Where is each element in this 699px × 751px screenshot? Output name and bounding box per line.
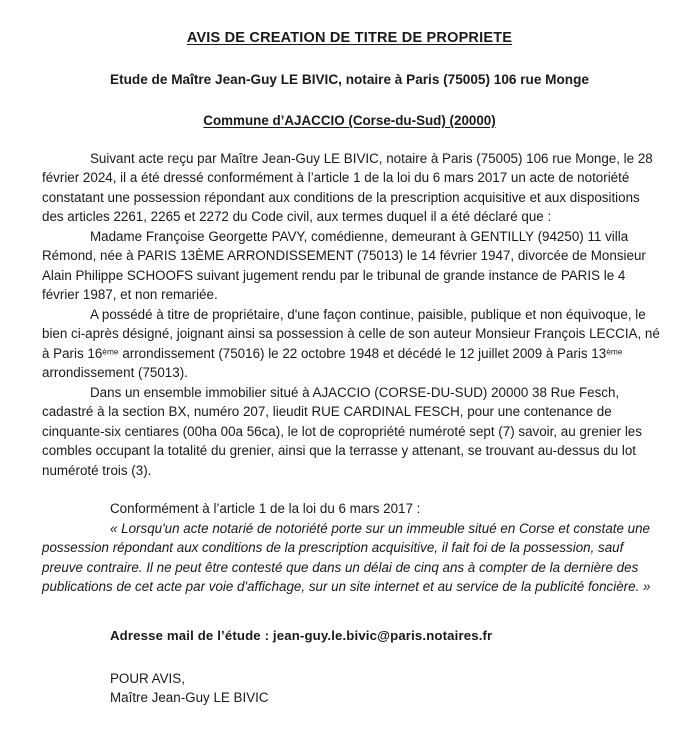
document-body — [0, 149, 699, 597]
ordinal-suffix-16: ème — [102, 346, 119, 357]
paragraph-immeuble: Dans un ensemble immobilier situé à AJACCIO (CORSE-DU-SUD) 20000 38 Rue Fesch, cadastré à la section BX, numéro 207, lieudit RUE CARDINAL FESCH, pour une contenance de cinquante-six centiares (00ha 00a 56ca), le lot de copropriété numéroté sept (7) savoir, au grenier les combles occupant la totalité du grenier, ainsi que la terrasse y attenant, se trouvant au-dessus du lot numéroté trois (3). — [42, 384, 642, 478]
possession-text-part-1: A possédé à titre de propriétaire, d'une façon continue, paisible, publique et non équivoque, le bien ci-après désigné, joignant ainsi sa possession à celle de son auteur Monsieur François LECCIA, né à Paris 16 — [42, 306, 660, 361]
paragraph-acte-recu: Suivant acte reçu par Maître Jean-Guy LE BIVIC, notaire à Paris (75005) 106 rue Monge, le 28 février 2024, il a été dressé conformément à l’article 1 de la loi du 6 mars 2017 un acte de notoriété constatant une possession répondant aux conditions de la prescription acquisitive et aux dispositions des articles 2261, 2265 et 2272 du Code civil, aux termes duquel il a été déclaré que : — [42, 150, 653, 225]
email-address-line: Adresse mail de l’étude : jean-guy.le.bivic@paris.notaires.fr — [110, 627, 493, 643]
signature-notary-name: Maître Jean-Guy LE BIVIC — [110, 690, 269, 706]
signature-pour-avis: POUR AVIS, — [110, 670, 185, 686]
page-title: AVIS DE CREATION DE TITRE DE PROPRIETE — [186, 30, 513, 46]
document-footer — [0, 597, 699, 708]
ordinal-suffix-13: ème — [606, 346, 623, 357]
signature-block — [110, 645, 661, 708]
paragraph-possession — [42, 305, 661, 383]
document-header — [0, 0, 699, 129]
possession-text-part-3: arrondissement (75013). — [42, 365, 188, 381]
quote-lead-line: Conformément à l’article 1 de la loi du 6 mars 2017 : — [110, 501, 421, 517]
legal-quote-block — [42, 499, 661, 597]
notary-office-line: Etude de Maître Jean-Guy LE BIVIC, notaire à Paris (75005) 106 rue Monge — [110, 72, 589, 88]
quote-text: « Lorsqu'un acte notarié de notoriété porte sur un immeuble situé en Corse et constate une possession répondant aux conditions de la prescription acquisitive, il fait foi de la possession, sauf preuve contraire. Il ne peut être contesté que dans un délai de cinq ans à compter de la dernière des publications de cet acte par voie d'affichage, sur un site internet et au service de la publicité foncière. » — [42, 520, 651, 595]
possession-text-part-2: arrondissement (75016) le 22 octobre 1948 et décédé le 12 juillet 2009 à Paris 13 — [118, 345, 607, 361]
commune-line: Commune d’AJACCIO (Corse-du-Sud) (20000) — [203, 112, 496, 128]
paragraph-declarant: Madame Françoise Georgette PAVY, comédienne, demeurant à GENTILLY (94250) 11 villa Rémond, née à PARIS 13ÈME ARRONDISSEMENT (75013) le 14 février 1947, divorcée de Monsieur Alain Philippe SCHOOFS suivant jugement rendu par le tribunal de grande instance de PARIS le 4 février 1987, et non remariée. — [42, 228, 646, 303]
